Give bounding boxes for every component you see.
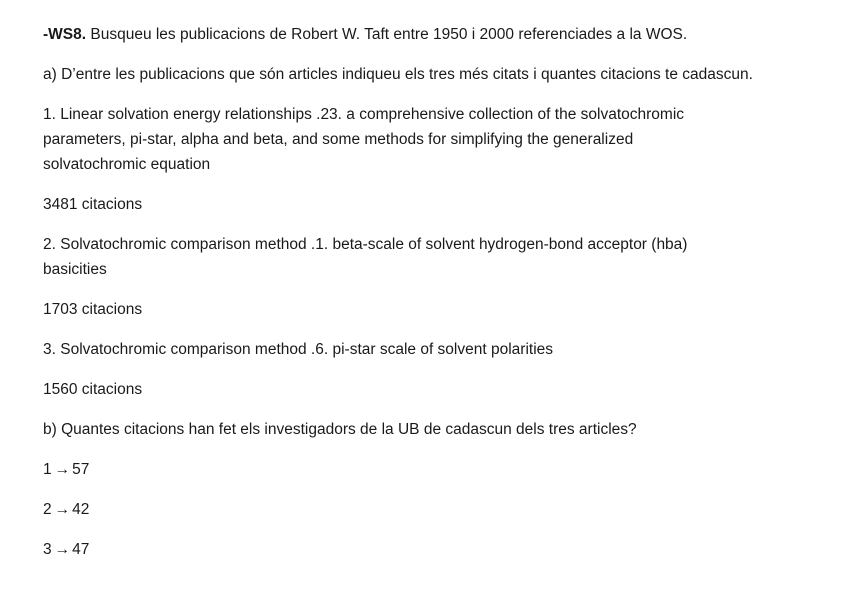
answer-2-number: 2 xyxy=(43,501,52,518)
answer-1 xyxy=(43,457,833,482)
article-3-title: 3. Solvatochromic comparison method .6. pi-star scale of solvent polarities xyxy=(43,341,554,358)
answer-2-value: 42 xyxy=(72,501,90,518)
answer-1-value: 57 xyxy=(72,461,90,478)
arrow-right-icon: → xyxy=(54,501,71,518)
question-a: a) D’entre les publicacions que són articles indiqueu els tres més citats i quantes citacions te cadascun. xyxy=(43,66,753,83)
answer-2 xyxy=(43,497,833,522)
exercise-label: -WS8. xyxy=(43,26,87,43)
article-2-citations: 1703 citacions xyxy=(43,301,143,318)
answer-3 xyxy=(43,537,833,562)
document-body xyxy=(43,22,833,562)
question-b: b) Quantes citacions han fet els investigadors de la UB de cadascun dels tres articles? xyxy=(43,421,637,438)
article-1-line-1: 1. Linear solvation energy relationships .23. a comprehensive collection of the solvatochromic xyxy=(43,106,685,123)
answer-3-value: 47 xyxy=(72,541,90,558)
exercise-heading xyxy=(43,22,833,47)
article-1-line-2: parameters, pi-star, alpha and beta, and some methods for simplifying the generalized xyxy=(43,131,634,148)
exercise-statement: Busqueu les publicacions de Robert W. Taft entre 1950 i 2000 referenciades a la WOS. xyxy=(86,26,688,43)
answer-3-number: 3 xyxy=(43,541,52,558)
article-1-line-3: solvatochromic equation xyxy=(43,156,211,173)
article-2-title xyxy=(43,232,833,282)
answer-1-number: 1 xyxy=(43,461,52,478)
arrow-right-icon: → xyxy=(54,541,71,558)
article-3-citations: 1560 citacions xyxy=(43,381,143,398)
article-1-title xyxy=(43,102,833,177)
article-2-line-1: 2. Solvatochromic comparison method .1. beta-scale of solvent hydrogen-bond acceptor (hba) xyxy=(43,236,688,253)
article-1-citations: 3481 citacions xyxy=(43,196,143,213)
arrow-right-icon: → xyxy=(54,461,71,478)
article-2-line-2: basicities xyxy=(43,261,107,278)
